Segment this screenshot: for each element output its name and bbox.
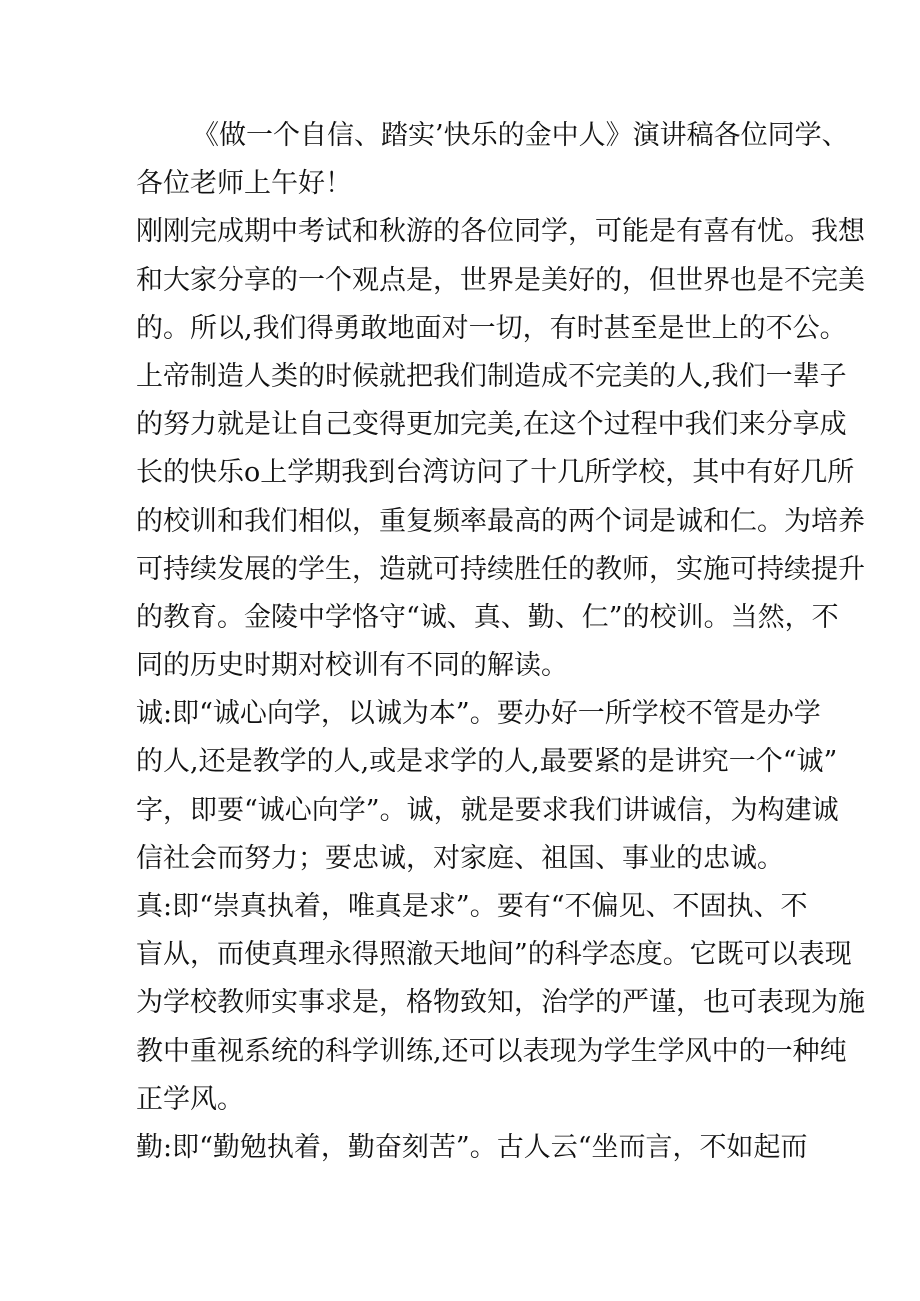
paragraph-cheng xyxy=(136,690,839,883)
paragraph-intro xyxy=(136,208,865,690)
title-line: 各位老师上午好！ xyxy=(136,168,352,200)
text-line: 诚:即“诚心向学，以诚为本”。要办好一所学校不管是办学 xyxy=(136,698,821,730)
text-line: 勤:即“勤勉执着，勤奋刻苦”。古人云“坐而言，不如起而 xyxy=(136,1131,808,1163)
text-line: 长的快乐o上学期我到台湾访问了十几所学校，其中有好几所 xyxy=(136,457,855,489)
text-line: 信社会而努力；要忠诚，对家庭、祖国、事业的忠诚。 xyxy=(136,842,784,874)
paragraph-zhen xyxy=(136,883,865,1124)
paragraph-qin xyxy=(136,1124,808,1172)
text-line: 的校训和我们相似，重复频率最高的两个词是诚和仁。为培养 xyxy=(136,505,865,537)
text-line: 刚刚完成期中考试和秋游的各位同学，可能是有喜有忧。我想 xyxy=(136,216,865,248)
speech-text xyxy=(136,112,865,1172)
text-line: 同的历史时期对校训有不同的解读。 xyxy=(136,650,568,682)
text-line: 可持续发展的学生，造就可持续胜任的教师，实施可持续提升 xyxy=(136,553,865,585)
text-line: 和大家分享的一个观点是，世界是美好的，但世界也是不完美 xyxy=(136,264,865,296)
text-line: 正学风。 xyxy=(136,1083,244,1115)
text-line: 教中重视系统的科学训练,还可以表现为学生学风中的一种纯 xyxy=(136,1035,847,1067)
text-line: 的人,还是教学的人,或是求学的人,最要紧的是讲究一个“诚” xyxy=(136,746,838,778)
text-line: 真:即“崇真执着，唯真是求”。要有“不偏见、不固执、不 xyxy=(136,891,808,922)
title-line: 《做一个自信、踏实’快乐的金中人》演讲稿各位同学、 xyxy=(192,120,849,151)
text-line: 盲从，而使真理永得照澈天地间”的科学态度。它既可以表现 xyxy=(136,939,852,971)
text-line: 字，即要“诚心向学”。诚，就是要求我们讲诚信，为构建诚 xyxy=(136,794,839,826)
text-line: 的。所以,我们得勇敢地面对一切，有时甚至是世上的不公。 xyxy=(136,312,847,344)
text-line: 的教育。金陵中学恪守“诚、真、勤、仁”的校训。当然，不 xyxy=(136,601,839,633)
text-line: 的努力就是让自己变得更加完美,在这个过程中我们来分享成 xyxy=(136,409,847,441)
text-line: 上帝制造人类的时候就把我们制造成不完美的人,我们一辈子 xyxy=(136,360,847,392)
text-line: 为学校教师实事求是，格物致知，治学的严谨，也可表现为施 xyxy=(136,987,865,1019)
